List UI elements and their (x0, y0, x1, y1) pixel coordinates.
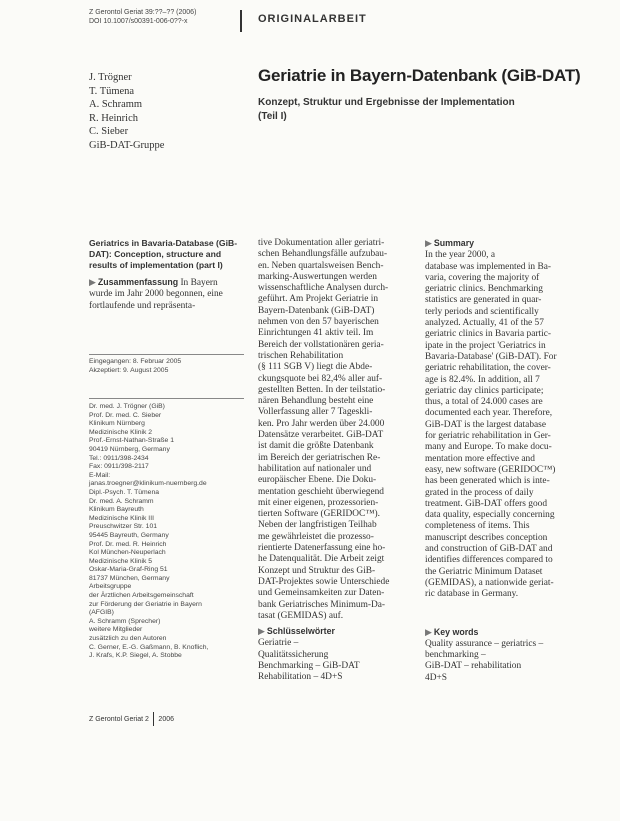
subtitle-line: Konzept, Struktur und Ergebnisse der Implementation (258, 97, 515, 108)
text-line: im Bereich der geriatrischen Re- (258, 452, 381, 463)
contact-line: Klinikum Nürnberg (89, 420, 145, 428)
text-line: ipate in the project 'Geriatrics in (425, 340, 546, 351)
text-line: DAT-Projektes sowie Unterschiede (258, 576, 390, 587)
text-line: Datensätze verarbeitet. GiB-DAT (258, 430, 384, 441)
text-line: mentation more effective and (425, 453, 535, 464)
text-line: data quality, especially concerning (425, 510, 555, 521)
contact-line: janas.troegner@klinikum-nuernberg.de (89, 480, 207, 488)
contact-line: weitere Mitglieder (89, 626, 143, 634)
text-line: mentation geschieht überwiegend (258, 486, 384, 497)
journal-reference (89, 8, 196, 26)
contact-line: Arbeitsgruppe (89, 583, 132, 591)
contact-line: A. Schramm (Sprecher) (89, 617, 161, 625)
contact-line: Prof. Dr. med. R. Heinrich (89, 540, 167, 548)
key-words-label: Key words (433, 626, 479, 637)
text-line: ken. Pro Jahr werden über 24.000 (258, 418, 385, 429)
contact-line: Dr. med. J. Trögner (GiB) (89, 403, 165, 410)
contact-line: 81737 München, Germany (89, 574, 170, 582)
contact-line: Oskar-Maria-Graf-Ring 51 (89, 566, 168, 574)
keyword-line: benchmarking – (425, 650, 486, 661)
keyword-line: Benchmarking – GiB-DAT (258, 660, 360, 671)
article-title: Geriatrie in Bayern-Datenbank (GiB-DAT) (258, 66, 581, 85)
received-date: Eingegangen: 8. Februar 2005 (89, 358, 182, 365)
arrow-right-icon: ▶ (425, 238, 432, 248)
author: J. Trögner (89, 72, 132, 83)
text-line: und Gemeinsamkeiten zur Daten- (258, 588, 385, 599)
text-line: geriatric clinics in Bavaria partic- (425, 329, 551, 340)
text-line: many and Europe. To make docu- (425, 442, 552, 453)
text-line: ckungsquote bei 82,4% aller auf- (258, 373, 383, 384)
contact-line: der Ärztlichen Arbeitsgemeinschaft (89, 592, 194, 600)
keywords-german (258, 626, 408, 683)
right-column (425, 238, 575, 684)
contact-line: (AFGIB) (89, 609, 114, 617)
contact-line: Dr. med. A. Schramm (89, 497, 154, 505)
text-line: manuscript describes conception (425, 532, 548, 543)
contact-line: E-Mail: (89, 471, 111, 479)
text-line: Bayern-Datenbank (GiB-DAT) (258, 305, 375, 316)
text-line: en. Neben quartalsweisen Bench- (258, 260, 384, 271)
keywords-english (425, 627, 575, 684)
text-line: thus, a total of 24.000 cases are (425, 397, 543, 408)
text-line: grated in the process of daily (425, 487, 534, 498)
contact-line: zur Förderung der Geriatrie in Bayern (89, 600, 202, 608)
text-line: tasat (GEMIDAS) auf. (258, 610, 344, 621)
contact-line: J. Krafs, K.P. Siegel, A. Stobbe (89, 652, 182, 660)
text-line: terly periods and scientifically (425, 306, 539, 317)
contact-line: Preuschwitzer Str. 101 (89, 523, 157, 531)
text-line: ric database in Germany. (425, 589, 519, 600)
text-line: treatment. GiB-DAT offers good (425, 498, 548, 509)
contact-lines (89, 403, 244, 661)
text-line: europäischer Ebene. Die Doku- (258, 475, 377, 486)
text-line: schen Behandlungsfälle aufzubau- (258, 249, 388, 260)
text-line: wissenschaftliche Analysen durch- (258, 283, 389, 294)
keywords-list (258, 638, 408, 683)
text-line: bank Geriatrisches Minimum-Da- (258, 599, 386, 610)
text-line: analyzed. Actually, 41 of the 57 (425, 318, 544, 329)
correspondence-address (89, 398, 244, 661)
keyword-line: Qualitätssicherung (258, 649, 329, 660)
text-line: and construction of GiB-DAT and (425, 544, 553, 555)
author: T. Tümena (89, 85, 135, 97)
text-line: easy, new software (GERIDOC™) (425, 464, 556, 475)
text-line: GiB-DAT is the largest database (425, 419, 546, 430)
text-line: me gewährleistet die prozesso- (258, 531, 374, 542)
contact-line: Kol München-Neuperlach (89, 549, 166, 557)
contact-line: Klinikum Bayreuth (89, 506, 144, 514)
author: C. Sieber (89, 126, 129, 137)
text-line: completeness of items. This (425, 521, 530, 532)
text-line: geriatric clinics. Benchmarking (425, 284, 543, 295)
english-title: Geriatrics in Bavaria-Database (GiB-DAT): Conception, structure and results of implementation (part I) (89, 238, 238, 270)
abstract-german-body (258, 238, 408, 622)
arrow-right-icon: ▶ (425, 626, 432, 637)
keyword-line: GiB-DAT – rehabilitation (425, 661, 522, 672)
keywords-label: Schlüsselwörter (266, 626, 335, 637)
footer-year: 2006 (158, 715, 174, 723)
text-line: nären Behandlung besteht eine (258, 396, 374, 407)
text-line: Neben der langfristigen Teilhab (258, 520, 377, 531)
text-line: tierten Software (GERIDOC™). (258, 509, 380, 520)
keyword-line: 4D+S (425, 672, 447, 683)
author-list (89, 71, 164, 152)
text-line: Einrichtungen 41 aktiv teil. Im (258, 328, 374, 339)
keyword-line: Geriatrie – (258, 638, 299, 649)
text-line: Bavaria-Database' (GiB-DAT). For (425, 351, 557, 362)
footer-divider (153, 712, 155, 726)
contact-line: 95445 Bayreuth, Germany (89, 531, 169, 539)
accepted-date: Akzeptiert: 9. August 2005 (89, 367, 169, 374)
zusammenfassung (89, 277, 241, 312)
contact-line: 90419 Nürnberg, Germany (89, 445, 170, 453)
text-line: varia, covering the majority of (425, 272, 540, 283)
text-line: tive Dokumentation aller geriatri- (258, 238, 385, 248)
article-dates (89, 354, 244, 375)
text-line: mit einer eigenen, prozessorien- (258, 497, 379, 508)
key-words-list (425, 639, 575, 684)
keyword-line: Quality assurance – geriatrics – (425, 638, 544, 649)
text-line: (§ 111 SGB V) liegt die Abde- (258, 362, 373, 373)
doi-line: DOI 10.1007/s00391-006-0??-x (89, 18, 188, 25)
text-line: geführt. Am Projekt Geriatrie in (258, 294, 379, 305)
summary-label: Summary (433, 238, 475, 248)
text-line: In the year 2000, a (425, 250, 496, 261)
contact-line: C. Gerner, E.-G. Gaßmann, B. Knoflich, (89, 643, 209, 651)
journal-ref-line: Z Gerontol Geriat 39:??–?? (2006) (89, 9, 197, 16)
text-line: statistics are generated in quar- (425, 295, 542, 306)
zusammenfassung-label: Zusammenfassung (97, 277, 179, 287)
text-line: (GEMIDAS), a nationwide geriat- (425, 577, 554, 588)
page-footer (89, 712, 174, 726)
text-line: gestellten Betten. In der teilstatio- (258, 384, 386, 395)
text-line: Vollerfassung aller 7 Tageskli- (258, 407, 373, 418)
text-line: trischen Rehabilitation (258, 350, 344, 361)
arrow-right-icon: ▶ (258, 626, 265, 637)
contact-line: Dipl.-Psych. T. Tümena (89, 488, 160, 496)
text-line: rientierte Datenerfassung eine ho- (258, 543, 386, 554)
left-column (89, 238, 241, 312)
text-line: marking-Auswertungen werden (258, 271, 377, 282)
text-line: geriatric rehabilitation, the cover- (425, 363, 551, 374)
summary-body (425, 250, 575, 600)
text-line: for geriatric rehabilitation in Ger- (425, 431, 551, 442)
subtitle-part: (Teil I) (258, 111, 287, 122)
text-line: nehmen von den 57 bayerischen (258, 317, 379, 328)
text-line: has been generated which is inte- (425, 476, 550, 487)
contact-line: Medizinische Klinik 5 (89, 557, 153, 565)
text-line: Konzept und Struktur des GiB- (258, 565, 376, 576)
arrow-right-icon: ▶ (89, 277, 96, 287)
text-line: database was implemented in Ba- (425, 261, 551, 272)
contact-line: Tel.: 0911/398-2434 (89, 454, 149, 462)
middle-column (258, 238, 408, 684)
text-line: ist damit die größte Datenbank (258, 441, 374, 452)
text-line: he Datenqualität. Die Arbeit zeigt (258, 554, 385, 565)
text-line: age is 82.4%. In addition, all 7 (425, 374, 540, 385)
contact-line: Prof. Dr. med. C. Sieber (89, 411, 162, 419)
footer-journal: Z Gerontol Geriat 2 (89, 715, 149, 723)
text-line: habilitation auf nationaler und (258, 463, 372, 474)
summary (425, 238, 575, 601)
header-divider (240, 10, 242, 32)
contact-line: Fax: 0911/398-2117 (89, 463, 149, 471)
text-line: geriatric day clinics participate; (425, 385, 544, 396)
text-line: the Geriatric Minimum Dataset (425, 566, 543, 577)
zusammenfassung-text: In Bayern wurde im Jahr 2000 begonnen, eine fortlaufende und repräsenta- (89, 278, 223, 311)
keyword-line: Rehabilitation – 4D+S (258, 672, 343, 683)
text-line: Bereich der vollstationären geria- (258, 339, 384, 350)
contact-line: Medizinische Klinik III (89, 514, 154, 522)
text-line: identifies differences compared to (425, 555, 553, 566)
author: GiB-DAT-Gruppe (89, 139, 165, 151)
author: A. Schramm (89, 99, 143, 110)
article-subtitle (258, 96, 515, 124)
author: R. Heinrich (89, 112, 138, 124)
contact-line: Medizinische Klinik 2 (89, 428, 153, 436)
section-label: ORIGINALARBEIT (258, 13, 367, 25)
contact-line: zusätzlich zu den Autoren (89, 635, 167, 643)
text-line: documented each year. Therefore, (425, 408, 553, 419)
contact-line: Prof.-Ernst-Nathan-Straße 1 (89, 437, 174, 445)
